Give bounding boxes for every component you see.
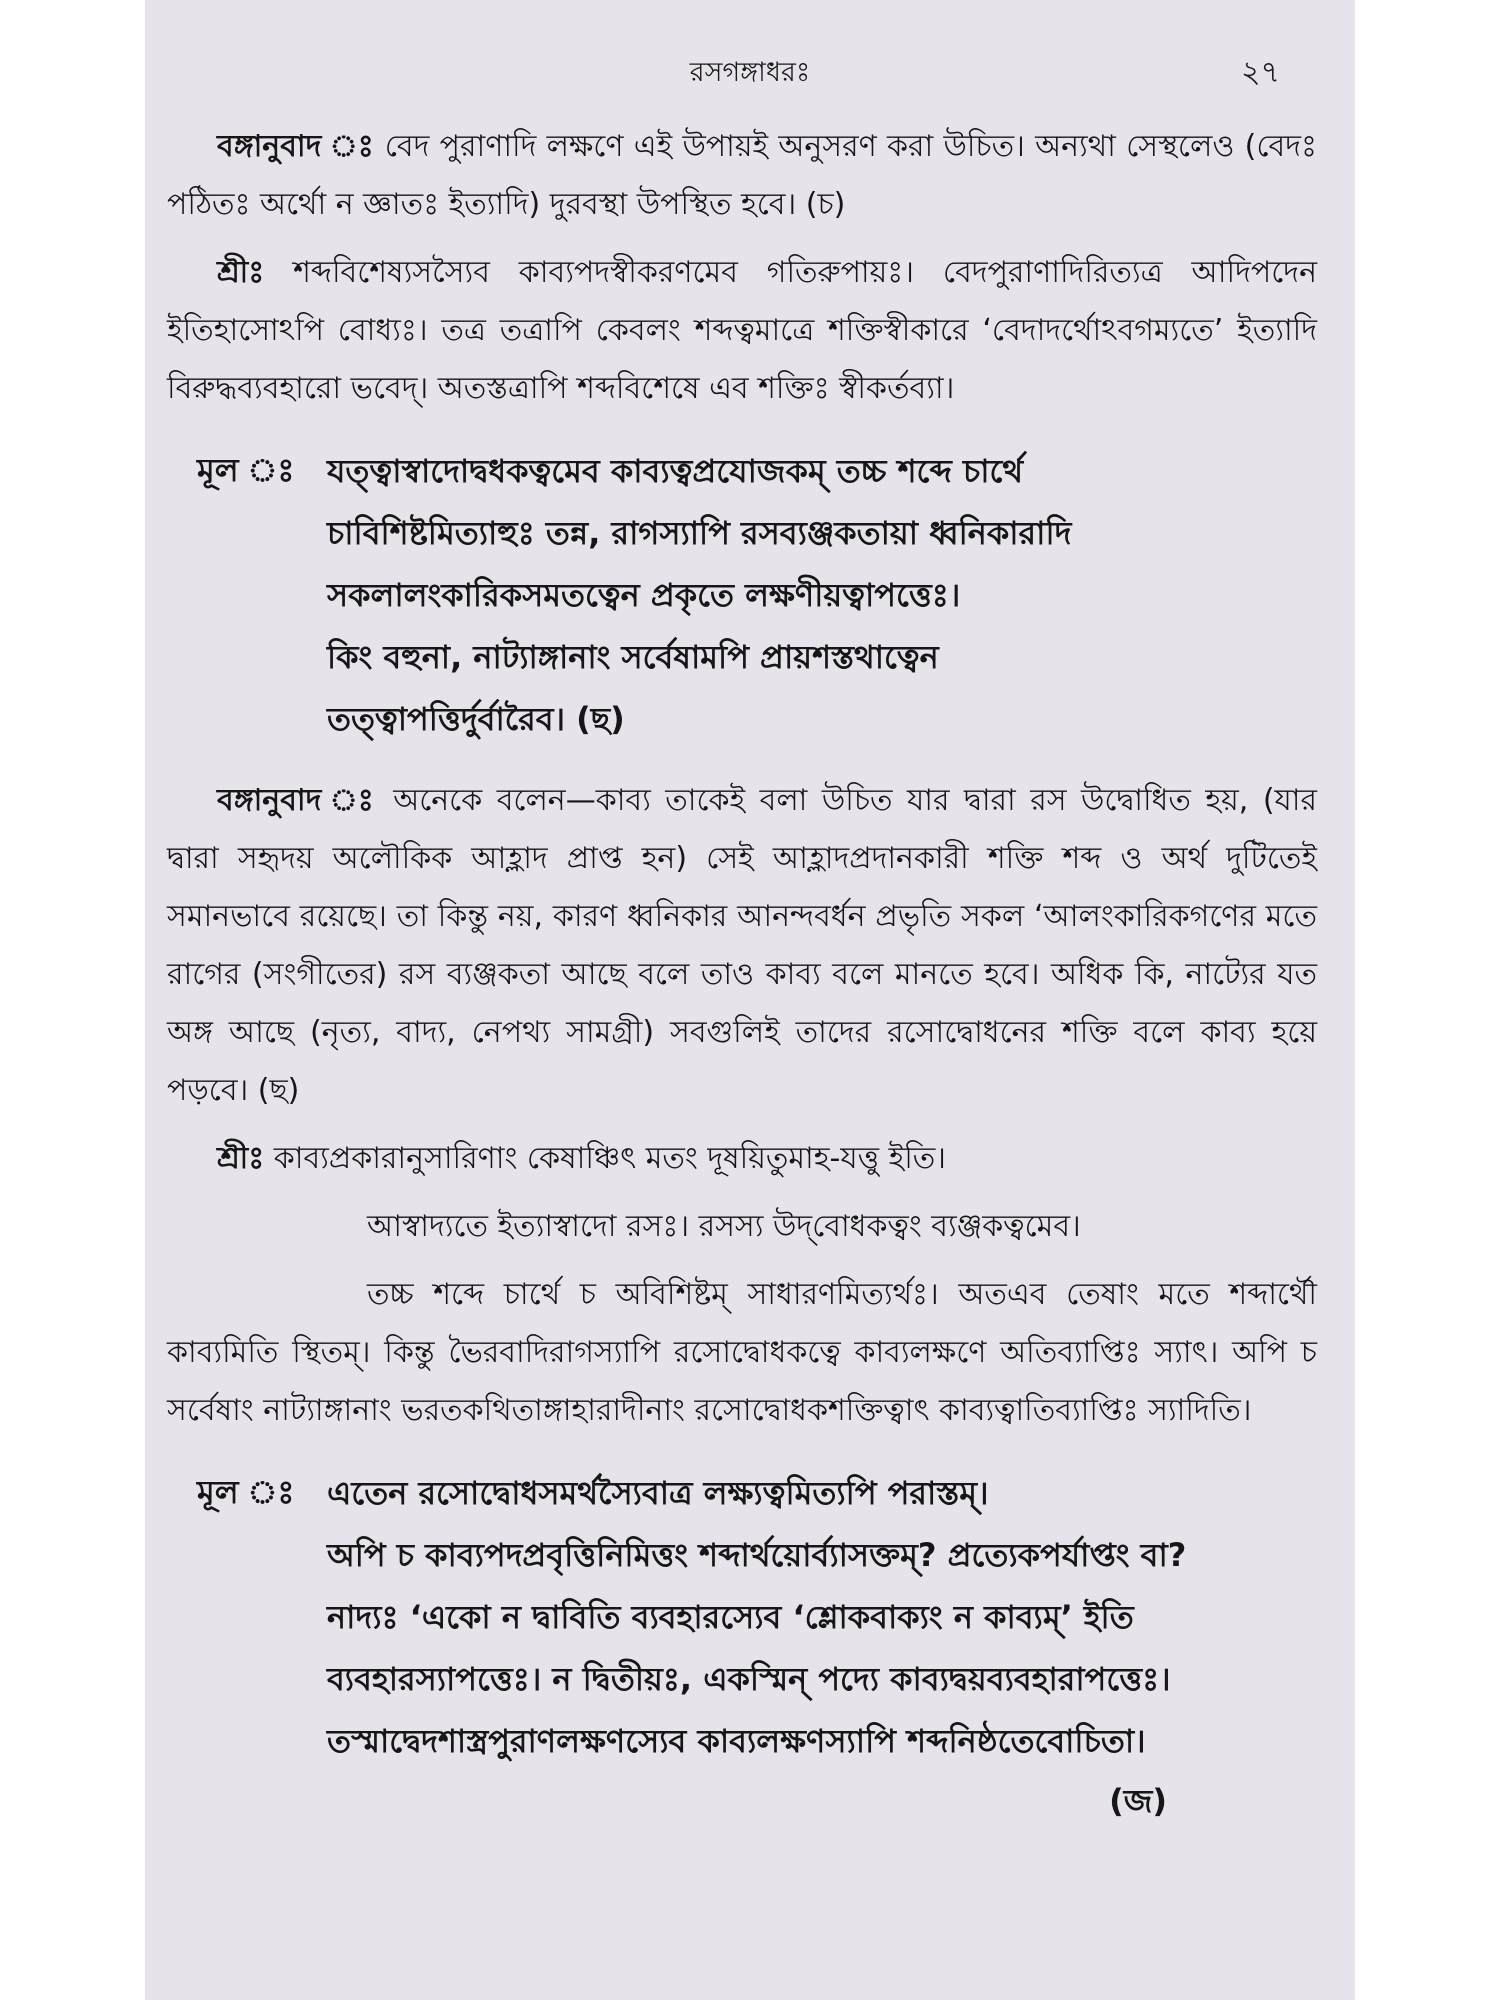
translation-label: বঙ্গানুবাদ ঃ bbox=[217, 783, 379, 818]
verse-line: ব্যবহারস্যাপত্তেঃ। ন দ্বিতীয়ঃ, একস্মিন্ পদ্যে কাব্যদ্বয়ব্যবহারাপত্তেঃ। bbox=[327, 1660, 1171, 1698]
mool-label: মূল ঃ bbox=[197, 1473, 295, 1511]
page-content bbox=[167, 118, 1317, 1852]
running-header: রসগঙ্গাধরঃ bbox=[689, 57, 811, 88]
mool-verse bbox=[167, 440, 1317, 750]
mool-label: মূল ঃ bbox=[197, 451, 295, 489]
verse-lines bbox=[327, 1462, 1317, 1830]
verse-line: অপি চ কাব্যপদপ্রবৃত্তিনিমিত্তং শব্দার্থয়োর্ব্যাসক্তম্? প্রত্যেকপর্যাপ্তং বা? bbox=[327, 1536, 1187, 1574]
verse-line: কিং বহুনা, নাট্যাঙ্গানাং সর্বেষামপি প্রায়শস্তথাত্বেন bbox=[327, 638, 939, 676]
verse-line: চাবিশিষ্টমিত্যাহুঃ তন্ন, রাগস্যাপি রসব্যঞ্জকতায়া ধ্বনিকারাদি bbox=[327, 514, 1072, 552]
verse-mark: (জ) bbox=[1109, 1782, 1167, 1820]
commentary-label: শ্রীঃ bbox=[217, 1141, 265, 1176]
verse-line: সকলালংকারিকসমতত্বেন প্রকৃতে লক্ষণীয়ত্বাপত্তেঃ। bbox=[327, 576, 961, 614]
translation-text: অনেকে বলেন—কাব্য তাকেই বলা উচিত যার দ্বারা রস উদ্বোধিত হয়, (যার দ্বারা সহৃদয় অলৌকিক আহ্লাদ প্রাপ্ত হন) সেই আহ্লাদপ্রদানকারী শক্তি শব্দ ও অর্থ দুটিতেই সমানভাবে রয়েছে। তা কিন্তু নয়, কারণ ধ্বনিকার আনন্দবর্ধন প্রভৃতি সকল ‘আলংকারিকগণের মতে রাগের (সংগীতের) রস ব্যঞ্জকতা আছে বলে তাও কাব্য বলে মানতে হবে। অধিক কি, নাট্যের যত অঙ্গ আছে (নৃত্য, বাদ্য, নেপথ্য সামগ্রী) সবগুলিই তাদের রসোদ্বোধনের শক্তি বলে কাব্য হয়ে পড়বে। (ছ) bbox=[167, 783, 1318, 1108]
translation-paragraph bbox=[167, 772, 1317, 1120]
commentary-paragraph: আস্বাদ্যতে ইত্যাস্বাদো রসঃ। রসস্য উদ্‌বোধকত্বং ব্যঞ্জকত্বমেব। bbox=[367, 1209, 1081, 1244]
commentary-text: শব্দবিশেষ্যসস্যৈব কাব্যপদস্বীকরণমেব গতিরুপায়ঃ। বেদপুরাণাদিরিত্যত্র আদিপদেন ইতিহাসোঽপি বোধ্যঃ। তত্র তত্রাপি কেবলং শব্দত্বমাত্রে শক্তিস্বীকারে ‘বেদাদর্থোঽবগম্যতে’ ইত্যাদি বিরুদ্ধব্যবহারো ভবেদ্। অতস্তত্রাপি শব্দবিশেষে এব শক্তিঃ স্বীকর্তব্যা। bbox=[167, 255, 1317, 406]
verse-line: নাদ্যঃ ‘একো ন দ্বাবিতি ব্যবহারস্যেব ‘শ্লোকবাক্যং ন কাব্যম্’ ইতি bbox=[327, 1598, 1134, 1636]
verse-line: যত্ত্বাস্বাদোদ্বধকত্বমেব কাব্যত্বপ্রযোজকম্ তচ্চ শব্দে চার্থে bbox=[327, 452, 1024, 490]
translation-paragraph bbox=[167, 118, 1317, 234]
commentary-text: কাব্যপ্রকারানুসারিণাং কেষাঞ্চিৎ মতং দূষয়িতুমাহ-যত্তু ইতি। bbox=[273, 1141, 947, 1176]
verse-line: তস্মাদ্বেদশাস্ত্রপুরাণলক্ষণস্যেব কাব্যলক্ষণস্যাপি শব্দনিষ্ঠতেবোচিতা। bbox=[327, 1722, 1146, 1760]
translation-text: বেদ পুরাণাদি লক্ষণে এই উপায়ই অনুসরণ করা উচিত। অন্যথা সেস্থলেও (বেদঃ পঠিতঃ অর্থো ন জ্ঞাতঃ ইত্যাদি) দুরবস্থা উপস্থিত হবে। (চ) bbox=[167, 129, 1318, 222]
translation-label: বঙ্গানুবাদ ঃ bbox=[217, 129, 375, 164]
commentary-paragraph bbox=[167, 244, 1317, 418]
page-number: ২৭ bbox=[1240, 55, 1280, 90]
book-page bbox=[145, 0, 1355, 2000]
verse-line: তত্ত্বাপত্তির্দুর্বারৈব। (ছ) bbox=[327, 700, 625, 738]
commentary-label: শ্রীঃ bbox=[217, 255, 265, 290]
mool-verse bbox=[167, 1462, 1317, 1830]
commentary-paragraph bbox=[167, 1130, 1317, 1188]
verse-lines bbox=[327, 440, 1317, 750]
commentary-paragraph: তচ্চ শব্দে চার্থে চ অবিশিষ্টম্ সাধারণমিত্যর্থঃ। অতএব তেষাং মতে শব্দার্থৌ কাব্যমিতি স্থিতম্। কিন্তু ভৈরবাদিরাগস্যাপি রসোদ্বোধকত্বে কাব্যলক্ষণে অতিব্যাপ্তিঃ স্যাৎ। অপি চ সর্বেষাং নাট্যাঙ্গানাং ভরতকথিতাঙ্গাহারাদীনাং রসোদ্বোধকশক্তিত্বাৎ কাব্যত্বাতিব্যাপ্তিঃ স্যাদিতি। bbox=[167, 1277, 1317, 1428]
verse-line: এতেন রসোদ্বোধসমর্থস্যৈবাত্র লক্ষ্যত্বমিত্যপি পরাস্তম্। bbox=[327, 1474, 989, 1512]
